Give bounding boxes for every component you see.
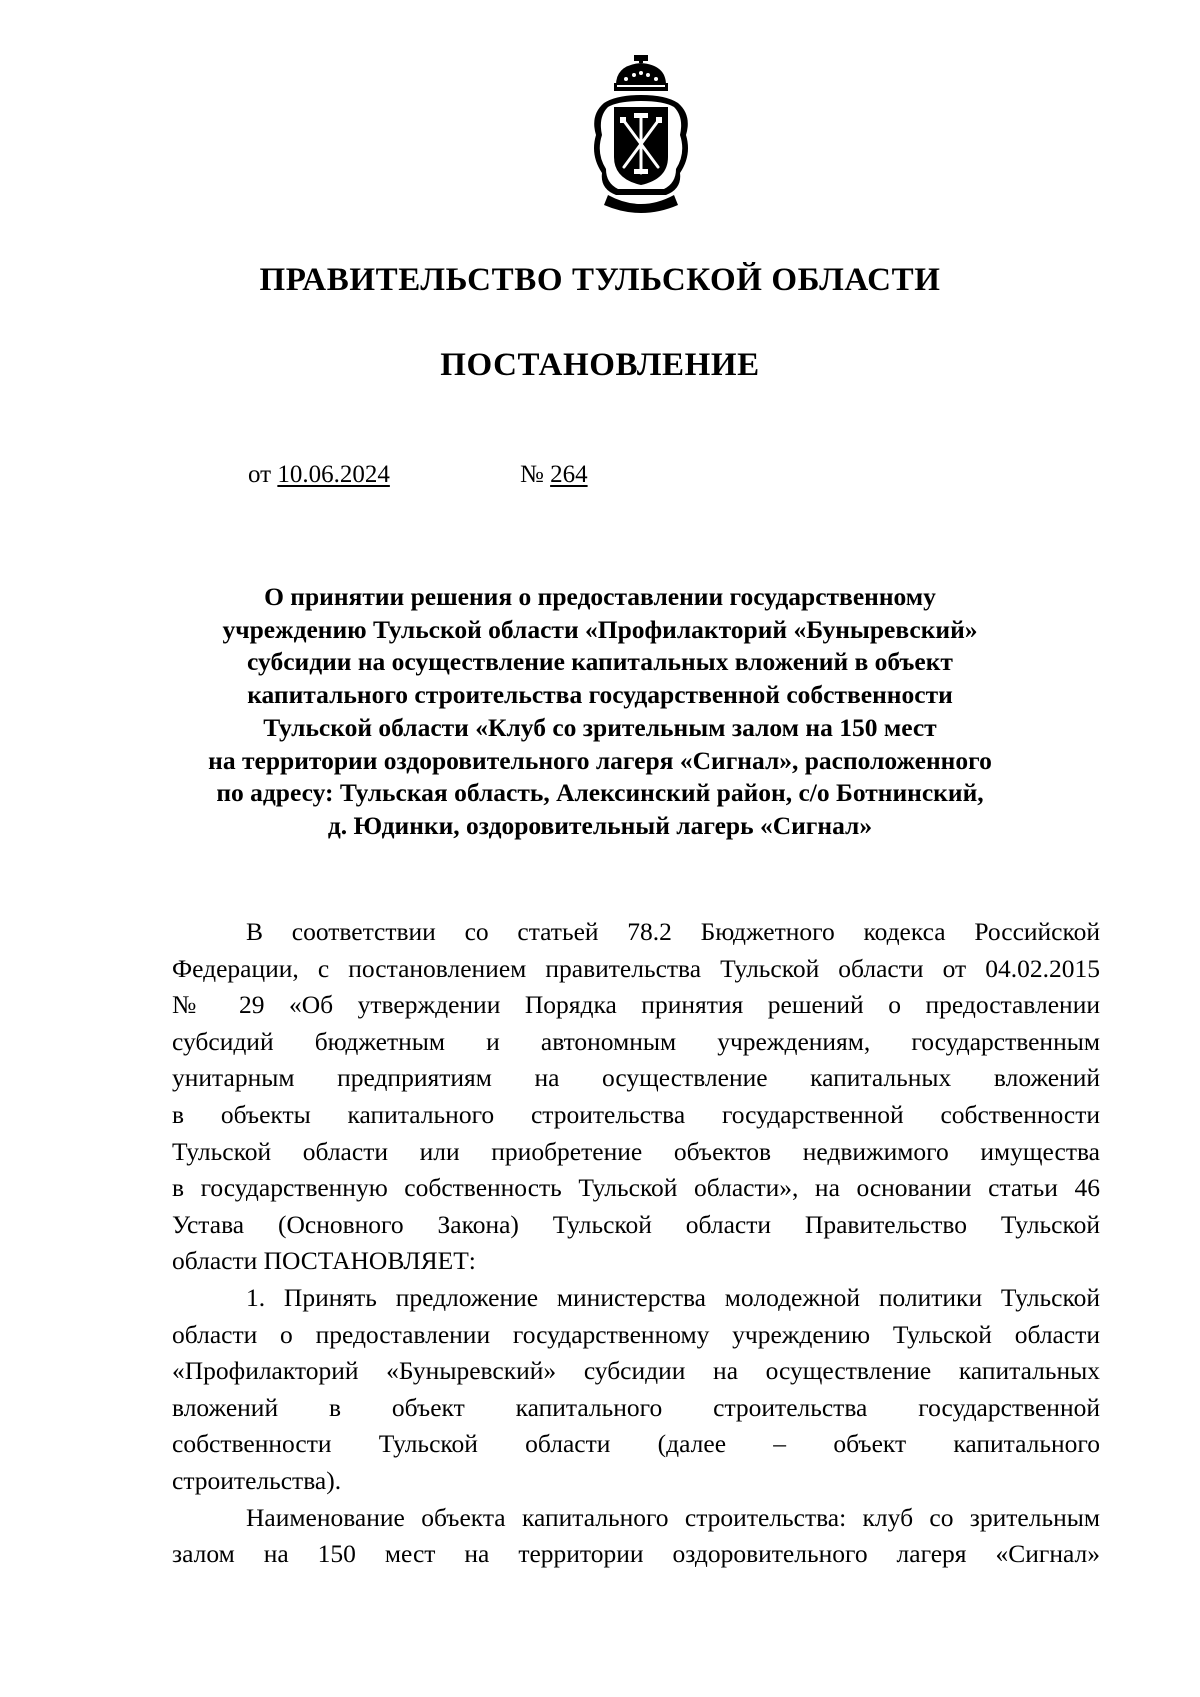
body-line: области ПОСТАНОВЛЯЕТ: bbox=[172, 1246, 476, 1276]
heading-line: субсидии на осуществление капитальных вложений в объект bbox=[247, 647, 953, 677]
heading-line: по адресу: Тульская область, Алексинский район, с/о Ботнинский, bbox=[216, 778, 984, 808]
body-line: Наименование объекта капитального строительства: клуб со зрительным bbox=[246, 1502, 1100, 1532]
number-prefix: № bbox=[520, 461, 544, 488]
heading-line: д. Юдинки, оздоровительный лагерь «Сигнал» bbox=[327, 810, 873, 840]
body-line: унитарным предприятиям на осуществление капитальных вложений bbox=[172, 1063, 1100, 1093]
body-line: строительства). bbox=[172, 1465, 342, 1495]
heading-line: учреждению Тульской области «Профилакторий «Бунырeвский» bbox=[222, 614, 978, 644]
body-line: Устава (Основного Закона) Тульской области Правительство Тульской bbox=[172, 1209, 1100, 1239]
heading-line: на территории оздоровительного лагеря «Сигнал», расположенного bbox=[208, 745, 992, 775]
body-line: субсидий бюджетным и автономным учреждениям, государственным bbox=[172, 1026, 1100, 1056]
document-number bbox=[520, 458, 588, 492]
heading-line: О принятии решения о предоставлении государственному bbox=[264, 582, 936, 611]
body-line: «Профилакторий «Бунырeвский» субсидии на осуществление капитальных bbox=[172, 1356, 1100, 1386]
resolution-body bbox=[172, 914, 1100, 1573]
document-date bbox=[248, 458, 390, 492]
number-value: 264 bbox=[550, 461, 588, 488]
body-line: залом на 150 мест на территории оздоровительного лагеря «Сигнал» bbox=[172, 1539, 1100, 1569]
body-line: в объекты капитального строительства государственной собственности bbox=[172, 1099, 1100, 1129]
body-line: Тульской области или приобретение объектов недвижимого имущества bbox=[172, 1136, 1100, 1166]
body-line: собственности Тульской области (далее – объект капитального bbox=[172, 1429, 1100, 1459]
heading-line: капитального строительства государственной собственности bbox=[247, 680, 953, 710]
resolution-heading bbox=[150, 581, 1050, 843]
organization-title: ПРАВИТЕЛЬСТВО ТУЛЬСКОЙ ОБЛАСТИ bbox=[259, 262, 941, 298]
heading-line: Тульской области «Клуб со зрительным залом на 150 мест bbox=[263, 712, 937, 742]
date-value: 10.06.2024 bbox=[277, 461, 390, 488]
body-line: в государственную собственность Тульской области», на основании статьи 46 bbox=[172, 1173, 1100, 1203]
body-line: 1. Принять предложение министерства молодежной политики Тульской bbox=[246, 1282, 1100, 1312]
body-line: Федерации, с постановлением правительства Тульской области от 04.02.2015 bbox=[172, 953, 1100, 983]
body-line: вложений в объект капитального строительства государственной bbox=[172, 1392, 1100, 1422]
body-line: области о предоставлении государственному учреждению Тульской области bbox=[172, 1319, 1100, 1349]
date-prefix: от bbox=[248, 461, 272, 488]
body-line: В соответствии со статьей 78.2 Бюджетного кодекса Российской bbox=[246, 917, 1100, 946]
body-line: № 29 «Об утверждении Порядка принятия решений о предоставлении bbox=[172, 990, 1100, 1020]
tula-oblast-coat-of-arms-icon bbox=[586, 55, 696, 215]
document-type-title: ПОСТАНОВЛЕНИЕ bbox=[440, 347, 760, 383]
